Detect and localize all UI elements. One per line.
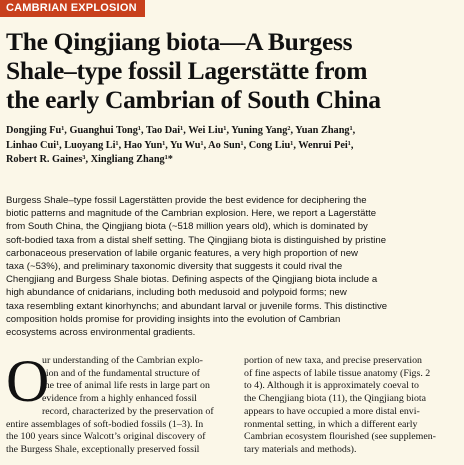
title-line: Shale–type fossil Lagerstätte from — [6, 56, 368, 85]
body-line: appears to have occupied a more distal envi- — [244, 405, 420, 417]
title-line: the early Cambrian of South China — [6, 85, 381, 114]
body-line: the Burgess Shale, exceptionally preserved fossil — [6, 443, 200, 455]
body-line: sion and of the fundamental structure of — [42, 367, 200, 379]
body-line: record, characterized by the preservation of — [42, 405, 214, 417]
body-line: entire assemblages of soft-bodied fossils (1–3). In — [6, 418, 204, 430]
abstract-line: biotic patterns and magnitude of the Cambrian explosion. Here, we report a Lagerstätte — [6, 208, 377, 220]
body-line: the 100 years since Walcott’s original discovery of — [6, 431, 206, 443]
drop-cap: O — [6, 348, 50, 414]
title-line: The Qingjiang biota—A Burgess — [6, 27, 353, 56]
body-column-left — [6, 348, 228, 457]
body-column-right — [244, 355, 458, 457]
body-line: ur understanding of the Cambrian explo- — [42, 355, 203, 366]
body-line: to 4). Although it is approximately coeval to — [244, 380, 419, 392]
body-line: portion of new taxa, and precise preservation — [244, 355, 422, 366]
body-line: Cambrian ecosystem flourished (see supplemen- — [244, 431, 436, 443]
body-line: the tree of animal life rests in large part on — [42, 380, 210, 392]
abstract-line: taxa resembling extant kinorhynchs; and abundant larval or juvenile forms. This distinctive — [6, 300, 388, 312]
body-line: of fine aspects of labile tissue anatomy (Figs. 2 — [244, 367, 431, 379]
abstract-line: from South China, the Qingjiang biota (~518 million years old), which is dominated by — [6, 221, 368, 233]
abstract — [6, 194, 458, 339]
section-label: CAMBRIAN EXPLOSION — [0, 0, 145, 17]
abstract-line: Chengjiang and Burgess Shale biotas. Defining aspects of the Qingjiang biota include a — [6, 274, 378, 286]
author-line: Dongjing Fu¹, Guanghui Tong¹, Tao Dai¹, Wei Liu¹, Yuning Yang², Yuan Zhang¹, — [6, 125, 356, 136]
author-line: Robert R. Gaines³, Xingliang Zhang¹* — [6, 154, 173, 165]
abstract-line: taxa (~53%), and preliminary taxonomic diversity that suggests it could rival the — [6, 261, 343, 273]
body-line: tary materials and methods). — [244, 443, 357, 455]
article-title — [6, 27, 458, 114]
body-line: evidence from a highly enhanced fossil — [42, 393, 197, 405]
abstract-line: composition holds promise for providing insights into the evolution of Cambrian — [6, 313, 341, 325]
abstract-line: carbonaceous preservation of labile organic features, a very high proportion of new — [6, 247, 358, 259]
author-line: Linhao Cui¹, Luoyang Li¹, Hao Yun¹, Yu Wu¹, Ao Sun¹, Cong Liu¹, Wenrui Pei¹, — [6, 139, 354, 151]
body-line: the Chengjiang biota (11), the Qingjiang biota — [244, 393, 427, 405]
body-line: ronmental setting, in which a different early — [244, 418, 418, 430]
abstract-line: Burgess Shale–type fossil Lagerstätten provide the best evidence for deciphering the — [6, 195, 367, 206]
author-list — [6, 124, 458, 168]
abstract-line: soft-bodied taxa from a distal shelf setting. The Qingjiang biota is distinguished by pristine — [6, 234, 387, 246]
abstract-line: ecosystems across environmental gradients. — [6, 327, 196, 339]
abstract-line: high abundance of cnidarians, including both medusoid and polypoid forms; new — [6, 287, 347, 299]
